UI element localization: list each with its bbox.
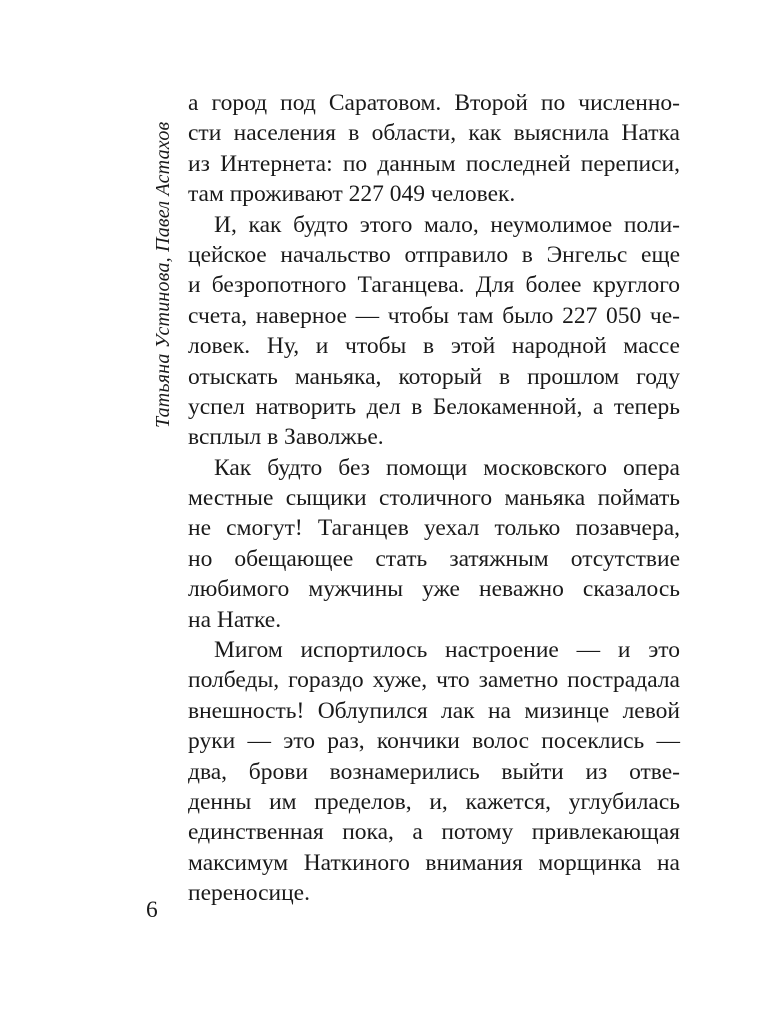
text-line: из Интернета: по данным последней переписи, xyxy=(188,150,680,177)
text-line: переносице. xyxy=(188,880,310,907)
text-line: местные сыщики столичного маньяка поймать xyxy=(188,485,680,512)
text-line: И, как будто этого мало, неумолимое поли- xyxy=(214,211,680,238)
text-line: не смогут! Таганцев уехал только позавчера, xyxy=(188,515,680,542)
text-line: два, брови вознамерились выйти из отве- xyxy=(188,758,680,785)
text-line: Как будто без помощи московского опера xyxy=(214,454,680,481)
text-line: отыскать маньяка, который в прошлом году xyxy=(188,363,680,390)
text-line: максимум Наткиного внимания морщинка на xyxy=(188,849,680,876)
text-line: а город под Саратовом. Второй по численно- xyxy=(188,90,680,116)
text-line: любимого мужчины уже неважно сказалось xyxy=(188,576,680,603)
text-line: но обещающее стать затяжным отсутствие xyxy=(188,545,680,572)
text-line: полбеды, гораздо хуже, что заметно пострадала xyxy=(188,667,680,694)
text-line: ловек. Ну, и чтобы в этой народной массе xyxy=(188,333,680,360)
text-line: денны им пределов, и, кажется, углубилась xyxy=(188,788,680,815)
text-line: Мигом испортилось настроение — и это xyxy=(214,637,680,664)
text-line: и безропотного Таганцева. Для более круглого xyxy=(188,272,680,299)
text-line: руки — это раз, кончики волос посеклись — xyxy=(188,728,680,755)
text-line: счета, наверное — чтобы там было 227 050 че- xyxy=(188,302,680,329)
text-line: единственная пока, а потому привлекающая xyxy=(188,819,680,846)
text-line: всплыл в Заволжье. xyxy=(188,424,384,451)
text-line: успел натворить дел в Белокаменной, а теперь xyxy=(188,393,680,420)
text-line: сти населения в области, как выяснила Натка xyxy=(188,120,680,147)
text-line: цейское начальство отправило в Энгельс еще xyxy=(188,241,680,268)
running-head-authors: Татьяна Устинова, Павел Астахов xyxy=(152,121,174,428)
body-text xyxy=(188,88,680,909)
text-line: внешность! Облупился лак на мизинце левой xyxy=(188,697,680,724)
text-line: там проживают 227 049 человек. xyxy=(188,181,516,208)
text-line: на Натке. xyxy=(188,606,282,633)
page-number: 6 xyxy=(146,897,158,923)
